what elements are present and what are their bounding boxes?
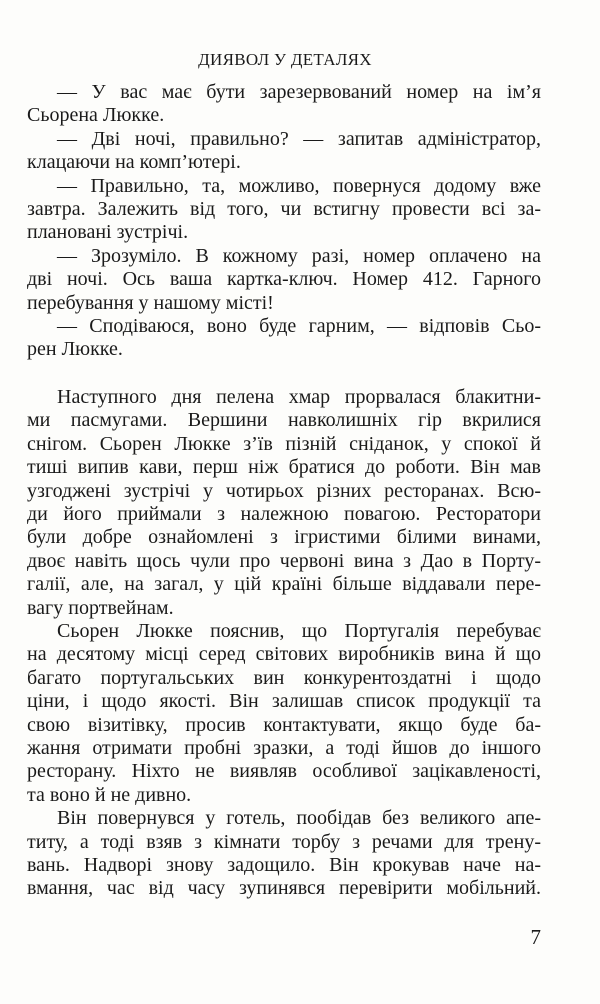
text-line: тиші випив кави, перш ніж братися до роботи. Він мав — [27, 456, 541, 479]
text-line: дві ночі. Ось ваша картка-ключ. Номер 412. Гарного — [27, 268, 541, 291]
text-line: Наступного дня пелена хмар прорвалася блакитни- — [57, 386, 541, 408]
running-header: ДИЯВОЛ У ДЕТАЛЯХ — [198, 50, 372, 69]
text-line: — Дві ночі, правильно? — запитав адміністратор, — [57, 127, 541, 150]
text-line: плановані зустрічі. — [27, 221, 189, 244]
text-line: Сьорен Люкке пояснив, що Португалія перебуває — [57, 620, 541, 642]
text-line: ди його приймали з належною повагою. Ресторатори — [27, 503, 541, 525]
text-line: ресторану. Ніхто не виявляв особливої зацікавленості, — [27, 760, 541, 783]
text-line: двоє навіть щось чули про червоні вина з Дао в Порту- — [27, 549, 541, 572]
text-line: узгоджені зустрічі у чотирьох різних ресторанах. Всю- — [27, 479, 541, 502]
text-line: ціни, і щодо якості. Він залишав список продукції та — [27, 690, 541, 713]
text-line: на десятому місці серед світових виробників вина й що — [27, 643, 541, 666]
text-line: рен Люкке. — [27, 338, 123, 361]
text-line: — Сподіваюся, воно буде гарним, — відповів Сьо- — [57, 315, 541, 337]
text-line: — У вас має бути зарезервований номер на ім’я — [57, 81, 541, 103]
text-line: клацаючи на комп’ютері. — [27, 151, 241, 174]
text-line: вмання, час від часу зупинявся перевірити мобільний. — [27, 877, 541, 900]
text-line: галії, але, на загал, у цій країні більше віддавали пере- — [27, 573, 541, 596]
text-line: — Зрозуміло. В кожному разі, номер оплачено на — [57, 244, 541, 267]
text-line: Сьорена Люкке. — [27, 104, 165, 127]
text-line: снігом. Сьорен Люкке з’їв пізній сніданок, у спокої й — [27, 432, 541, 455]
text-line: завтра. Залежить від того, чи встигну провести всі за- — [27, 198, 541, 220]
page-number: 7 — [530, 925, 541, 949]
text-line: вагу портвейнам. — [27, 596, 174, 619]
text-line: перебування у нашому місті! — [27, 291, 274, 314]
text-line: — Правильно, та, можливо, повернуся додому вже — [57, 174, 541, 197]
text-line: та воно й не дивно. — [27, 783, 192, 806]
text-line: жання отримати пробні зразки, а тоді йшов до іншого — [27, 737, 541, 759]
text-line: титу, а тоді взяв з кімнати торбу з речами для трену- — [27, 830, 541, 853]
text-line: багато португальських вин конкурентоздатні і щодо — [27, 666, 541, 689]
text-line: були добре ознайомлені з ігристими білими винами, — [27, 526, 541, 549]
text-line: Він повернувся у готель, пообідав без великого апе- — [57, 807, 541, 830]
text-line: вань. Надворі знову задощило. Він крокував наче на- — [27, 854, 541, 876]
text-line: свою візитівку, просив контактувати, якщо буде ба- — [27, 713, 541, 736]
text-line: ми пасмугами. Вершини навколишніх гір вкрилися — [27, 409, 541, 432]
